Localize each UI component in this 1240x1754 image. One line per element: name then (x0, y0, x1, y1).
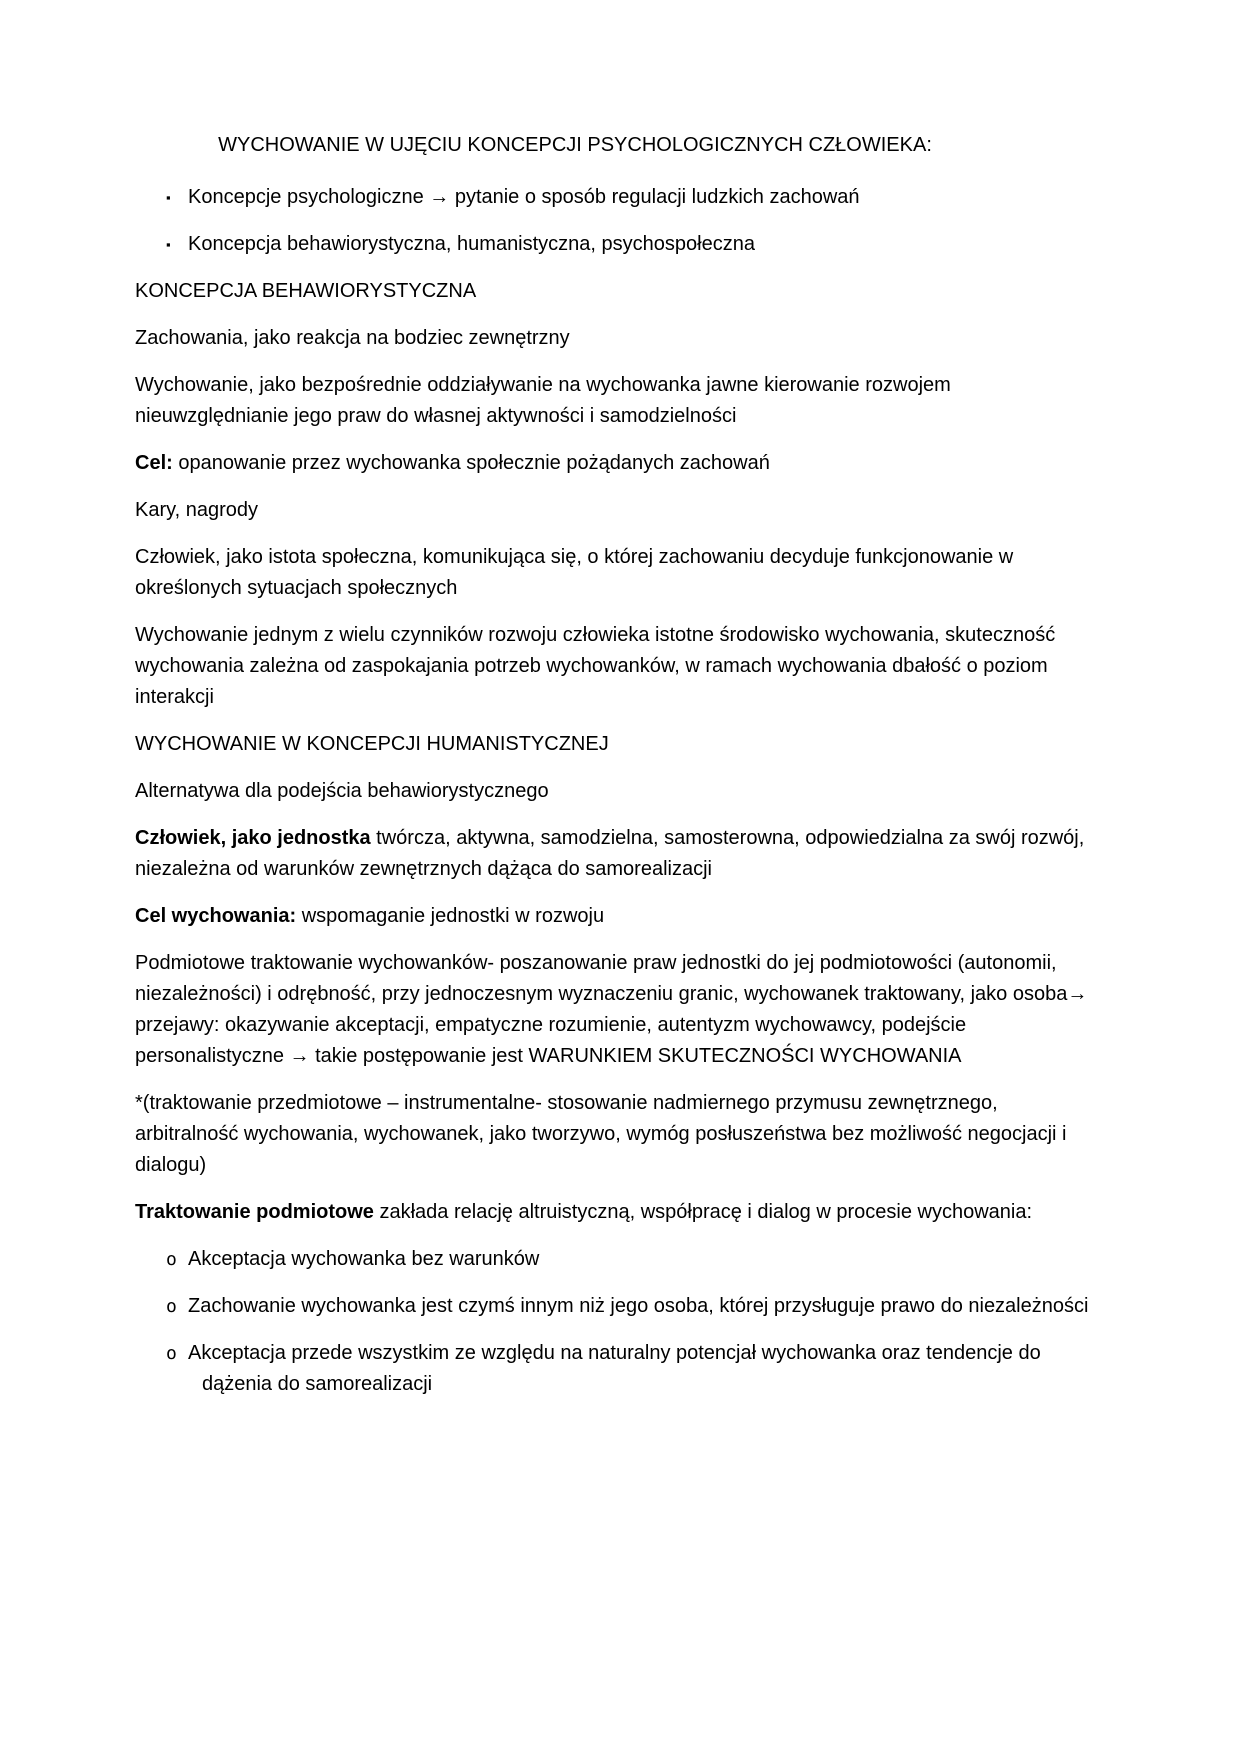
paragraph-bold-lead: Traktowanie podmiotowe (135, 1201, 374, 1223)
list-item (135, 1244, 1105, 1275)
paragraph: *(traktowanie przedmiotowe – instrumentalne- stosowanie nadmiernego przymusu zewnętrznego, arbitralność wychowania, wychowanek, jako tworzywo, wymóg posłuszeństwa bez możliwość negocjacji i dialogu) (135, 1092, 1067, 1176)
list-item (135, 229, 1105, 260)
paragraph: Człowiek, jako istota społeczna, komunikująca się, o której zachowaniu decyduje funkcjonowanie w określonych sytuacjach społecznych (135, 546, 1014, 599)
paragraph-bold-lead: Cel: (135, 452, 173, 474)
circle-bullet-icon: o (166, 1296, 177, 1317)
list-item (135, 1338, 1105, 1400)
paragraph: Alternatywa dla podejścia behawiorystycznego (135, 780, 549, 802)
paragraph (135, 1197, 1105, 1228)
list-item (135, 1291, 1105, 1322)
paragraph-text: wspomaganie jednostki w rozwoju (296, 905, 605, 927)
paragraph: Kary, nagrody (135, 499, 259, 521)
paragraph: Wychowanie, jako bezpośrednie oddziaływanie na wychowanka jawne kierowanie rozwojem nieuwzględnianie jego praw do własnej aktywności i samodzielności (135, 374, 951, 427)
paragraph: Wychowanie jednym z wielu czynników rozwoju człowieka istotne środowisko wychowania, skuteczność wychowania zależna od zaspokajania potrzeb wychowanków, w ramach wychowania dbałość o poziom interakcji (135, 624, 1056, 708)
list-item (135, 182, 1105, 213)
document-title: WYCHOWANIE W UJĘCIU KONCEPCJI PSYCHOLOGICZNYCH CZŁOWIEKA: (218, 134, 932, 156)
list-item-text: Koncepcje psychologiczne → pytanie o sposób regulacji ludzkich zachowań (188, 186, 860, 208)
intro-bullet-list (135, 182, 1105, 260)
circle-bullet-icon: o (166, 1343, 177, 1364)
list-item-text: Akceptacja przede wszystkim ze względu na naturalny potencjał wychowanka oraz tendencje do dążenia do samorealizacji (188, 1342, 1041, 1395)
paragraph: Podmiotowe traktowanie wychowanków- poszanowanie praw jednostki do jej podmiotowości (autonomii, niezależności) i odrębność, przy jednoczesnym wyznaczeniu granic, wychowanek traktowany, jako osoba→ przejawy: okazywanie akceptacji, empatyczne rozumienie, autentyzm wychowawcy, podejście personalistyczne → takie postępowanie jest WARUNKIEM SKUTECZNOŚCI WYCHOWANIA (135, 952, 1088, 1067)
square-bullet-icon: ▪ (166, 190, 171, 205)
list-item-text: Akceptacja wychowanka bez warunków (188, 1248, 540, 1270)
paragraph-text: zakłada relację altruistyczną, współpracę i dialog w procesie wychowania: (373, 1201, 1033, 1223)
paragraph (135, 823, 1105, 885)
paragraph (135, 448, 1105, 479)
subject-treatment-bullet-list (135, 1244, 1105, 1400)
paragraph: Zachowania, jako reakcja na bodziec zewnętrzny (135, 327, 570, 349)
paragraph (135, 901, 1105, 932)
paragraph-text: opanowanie przez wychowanka społecznie pożądanych zachowań (172, 452, 770, 474)
circle-bullet-icon: o (166, 1249, 177, 1270)
paragraph-bold-lead: Człowiek, jako jednostka (135, 827, 371, 849)
paragraph-bold-lead: Cel wychowania: (135, 905, 297, 927)
square-bullet-icon: ▪ (166, 237, 171, 252)
section-heading: WYCHOWANIE W KONCEPCJI HUMANISTYCZNEJ (135, 733, 609, 755)
list-item-text: Koncepcja behawiorystyczna, humanistyczna, psychospołeczna (188, 233, 755, 255)
paragraph-text: twórcza, aktywna, samodzielna, samosterowna, odpowiedzialna za swój rozwój, niezależna od warunków zewnętrznych dążąca do samorealizacji (135, 827, 1085, 880)
section-heading: KONCEPCJA BEHAWIORYSTYCZNA (135, 280, 477, 302)
list-item-text: Zachowanie wychowanka jest czymś innym niż jego osoba, której przysługuje prawo do niezależności (188, 1295, 1089, 1317)
